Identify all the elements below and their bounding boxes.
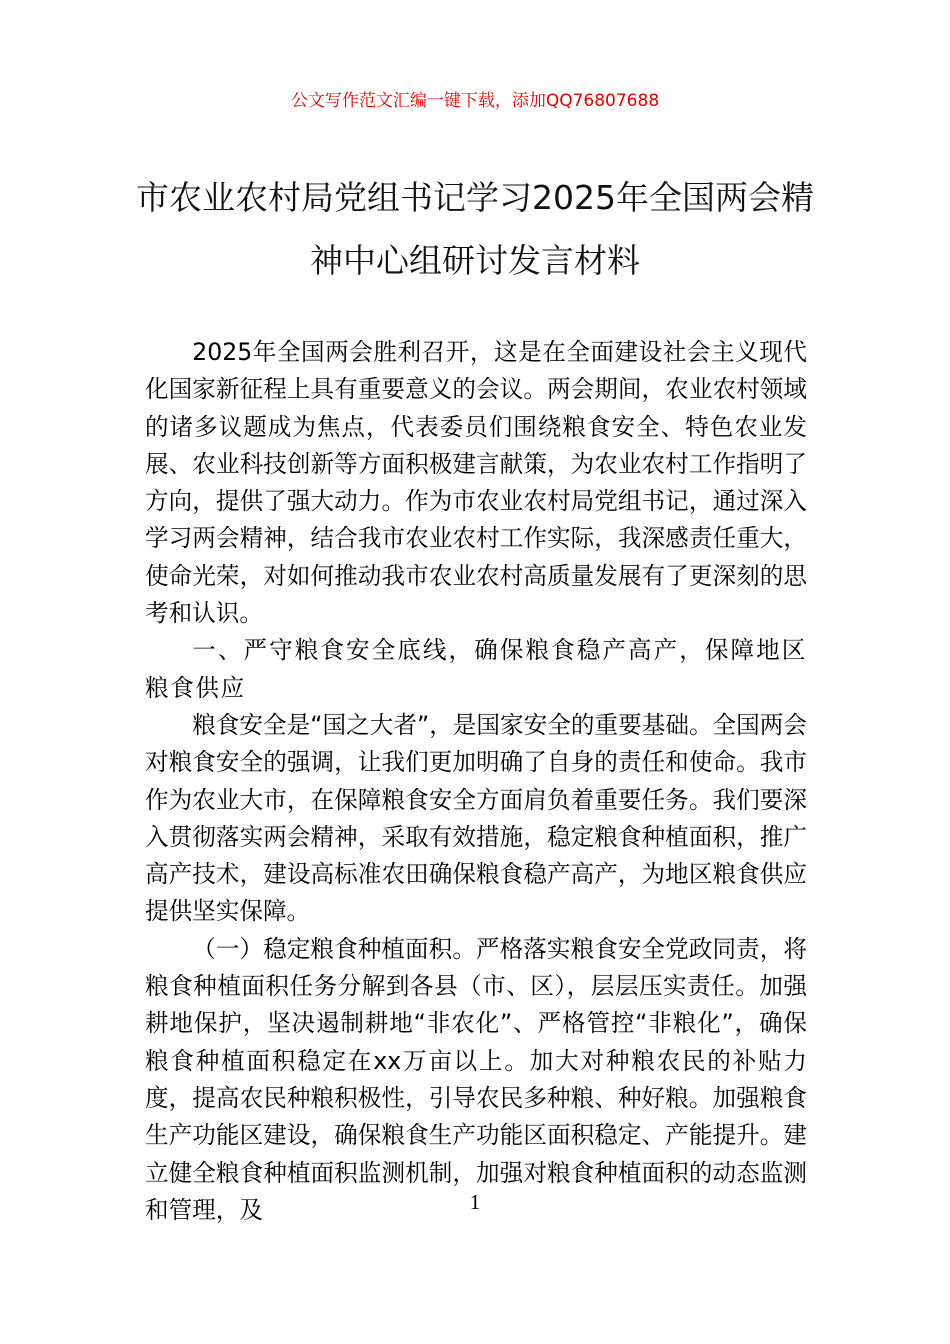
- paragraph-intro: 2025年全国两会胜利召开，这是在全面建设社会主义现代化国家新征程上具有重要意义的会议。两会期间，农业农村领域的诸多议题成为焦点，代表委员们围绕粮食安全、特色农业发展、农业科技创新等方面积极建言献策，为农业农村工作指明了方向，提供了强大动力。作为市农业农村局党组书记，通过深入学习两会精神，结合我市农业农村工作实际，我深感责任重大，使命光荣，对如何推动我市农业农村高质量发展有了更深刻的思考和认识。: [145, 338, 807, 628]
- section-heading-1: 一、严守粮食安全底线，确保粮食稳产高产，保障地区粮食供应: [145, 636, 807, 702]
- header-note: 公文写作范文汇编一键下载，添加QQ76807688: [290, 91, 660, 111]
- paragraph-subsection-1: （一）稳定粮食种植面积。严格落实粮食安全党政同责，将粮食种植面积任务分解到各县（市、区），层层压实责任。加强耕地保护，坚决遏制耕地“非农化”、严格管控“非粮化”，确保粮食种植面积稳定在xx万亩以上。加大对种粮农民的补贴力度，提高农民种粮积极性，引导农民多种粮、种好粮。加强粮食生产功能区建设，确保粮食生产功能区面积稳定、产能提升。建立健全粮食种植面积监测机制，加强对粮食种植面积的动态监测和管理，及: [145, 934, 807, 1224]
- paragraph-section-1: 粮食安全是“国之大者”，是国家安全的重要基础。全国两会对粮食安全的强调，让我们更加明确了自身的责任和使命。我市作为农业大市，在保障粮食安全方面肩负着重要任务。我们要深入贯彻落实两会精神，采取有效措施，稳定粮食种植面积，推广高产技术，建设高标准农田确保粮食稳产高产，为地区粮食供应提供坚实保障。: [145, 710, 807, 926]
- page-number: 1: [469, 1190, 481, 1214]
- document-title: 市农业农村局党组书记学习2025年全国两会精神中心组研讨发言材料: [136, 178, 814, 280]
- document-body: [145, 334, 807, 1229]
